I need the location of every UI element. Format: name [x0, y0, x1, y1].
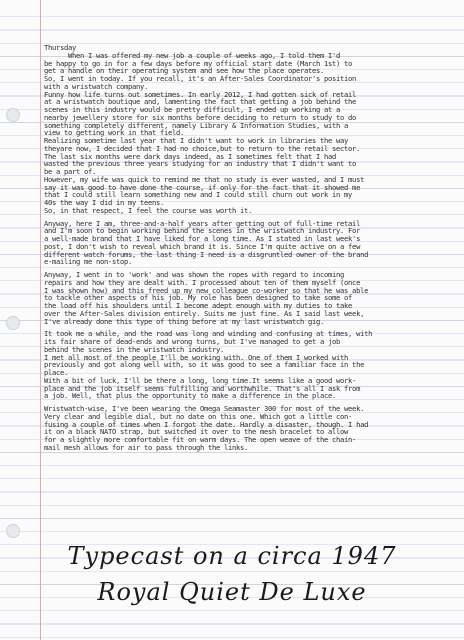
letter-line: So, in that respect, I feel the course was worth it. — [44, 205, 253, 215]
letter-line: Realizing sometime last year that I didn't want to work in libraries the way — [44, 136, 349, 145]
letter-line: over the After-Sales division entirely. Suits me just fine. As I said last week, — [44, 308, 365, 318]
letter-line: its fair share of dead-ends and wrong turns, but I've managed to get a job — [44, 337, 341, 346]
letter-line: place and the job itself seems fulfilling and worthwhile. That's all I ask from — [44, 383, 361, 393]
letter-paragraph — [44, 271, 456, 325]
letter-line: for a slightly more comfortable fit on warm days. The open weave of the chain- — [44, 435, 357, 444]
letter-line: mail mesh allows for air to pass through the links. — [44, 442, 249, 452]
letter-line: wasted the previous three years studying for an industry that I didn't want to — [44, 159, 357, 169]
letter-line: be happy to go in for a few days before my official start date (March 1st) to — [44, 58, 353, 68]
letter-line: I met all most of the people I'll be working with. One of them I worked with — [44, 352, 349, 362]
letter-line: Anyway, here I am, three-and-a-half years after getting out of full-time retail — [44, 218, 361, 228]
letter-line: it on a black NATO strap, but switched it over to the mesh bracelet to allow — [44, 427, 349, 437]
letter-line: Thursday — [44, 43, 77, 52]
letter-line: When I was offered my new job a couple of weeks ago, I told them I'd — [44, 50, 341, 60]
letter-paragraph — [44, 44, 456, 215]
letter-line: a job. Well, that plus the opportunity to make a difference in the place. — [44, 391, 337, 401]
letter-line: 40s the way I did in my teens. — [44, 198, 165, 207]
letter-line: I've already done this type of thing before at my last wristwatch gig. — [44, 316, 325, 326]
letter-line: something completely different, namely Library & Information Studies, with a — [44, 120, 349, 130]
letter-line: be a part of. — [44, 167, 97, 176]
letter-paragraph — [44, 220, 456, 267]
letter-line: It took me a while, and the road was long and winding and confusing at times, with — [44, 329, 373, 339]
letter-line: place. — [44, 368, 69, 377]
letter-line: e-mailing me non-stop. — [44, 257, 133, 267]
letter-line: However, my wife was quick to remind me that no study is ever wasted, and I must — [44, 174, 365, 184]
letter-line: the load off his shoulders until I become adept enough with my duties to take — [44, 301, 353, 310]
letter-line: to tackle other aspects of his job. My role has been designed to take some of — [44, 293, 353, 303]
letter-line: Wristwatch-wise, I've been wearing the Omega Seamaster 300 for most of the week. — [44, 404, 365, 413]
letter-line: Very clear and legible dial, but no date on this one. Which got a little con- — [44, 411, 353, 421]
letter-line: theyare now, I decided that I had no choice,but to return to the retail sector. — [44, 143, 361, 153]
letter-paragraph — [44, 405, 456, 452]
letter-line: fusing a couple of times when I forgot the date. Hardly a disaster, though. I had — [44, 419, 369, 429]
letter-line: and I'm soon to begin working behind the scenes in the wristwatch industry. For — [44, 226, 361, 236]
letter-line: With a bit of luck, I'll be there a long, long time.It seems like a good work- — [44, 375, 357, 385]
typewritten-letter — [44, 44, 456, 457]
letter-line: post, I don't wish to reveal which brand it is. Since I'm quite active on a few — [44, 241, 361, 251]
letter-line: scenes in this industry would be pretty difficult, I ended up working at a — [44, 105, 341, 114]
letter-line: The last six months were dark days indeed, as I sometimes felt that I had — [44, 151, 337, 161]
letter-line: say it was good to have done the course, if only for the fact that it showed me — [44, 182, 361, 192]
signature-line-1: Typecast on a circa 1947 — [67, 542, 397, 570]
letter-line: get a handle on their operating system and see how the place operates. — [44, 66, 325, 76]
letter-line: view to getting work in that field. — [44, 128, 185, 138]
binder-hole-icon — [6, 108, 20, 122]
letter-line: I was shown how) and this freed up my new colleague co-worker so that he was able — [44, 285, 369, 295]
letter-line: nearby jewellery store for six months before deciding to return to study to do — [44, 112, 357, 122]
letter-paragraph — [44, 330, 456, 400]
letter-line: So, I went in today. If you recall, it's an After-Sales Coordinator's position — [44, 74, 357, 83]
letter-line: different watch forums, the last thing I need is a disgruntled owner of the brand — [44, 249, 369, 259]
letter-line: at a wristwatch boutique and, lamenting the fact that getting a job behind the — [44, 97, 357, 107]
binder-hole-icon — [6, 316, 20, 330]
letter-line: a well-made brand that I have liked for a long time. As I stated in last week's — [44, 234, 361, 243]
signature-line-2: Royal Quiet De Luxe — [97, 578, 367, 606]
letter-line: repairs and how they are dealt with. I processed about ten of them myself (once — [44, 277, 361, 287]
letter-line: Funny how life turns out sometimes. In early 2012, I had gotten sick of retail — [44, 89, 357, 99]
letter-line: that I could still learn something new and I could still churn out work in my — [44, 190, 353, 200]
binder-hole-icon — [6, 524, 20, 538]
letter-line: with a wristwatch company. — [44, 81, 149, 91]
letter-line: Anyway, I went in to 'work' and was shown the ropes with regard to incoming — [44, 270, 345, 279]
letter-line: previously and got along well with, so it was good to see a familiar face in the — [44, 360, 365, 370]
letter-line: behind the scenes in the wristwatch industry. — [44, 344, 225, 354]
